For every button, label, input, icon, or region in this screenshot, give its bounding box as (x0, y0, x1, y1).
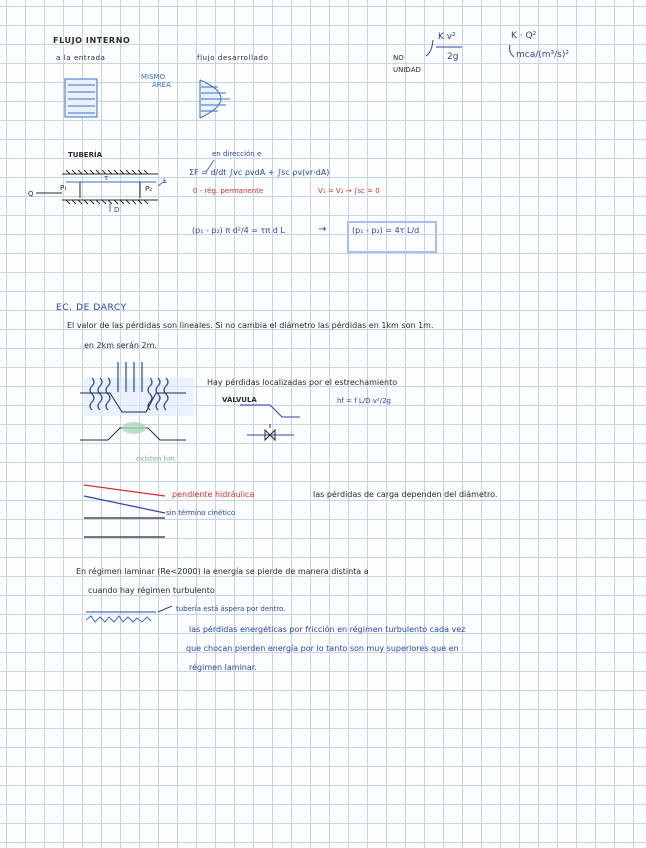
momentum-equation: ΣF = d/dt ∫vc ρvdA + ∫sc ρv(vr·dA) (189, 168, 330, 177)
hydraulic-gradient-sketch (84, 485, 165, 537)
regimen-paragraph-3: régimen laminar. (189, 663, 257, 672)
tuberia-label: TUBERÍA (68, 151, 102, 159)
existen-hm-label: existen hm (136, 455, 175, 463)
permanent-note: 0 - rég. permanente (193, 187, 264, 195)
tau-label: τ (104, 174, 109, 182)
l-label: L (163, 177, 167, 185)
darcy-line-1: El valor de las pérdidas son lineales. Si no cambia el diámetro las pérdidas en 1km son 1m. (67, 321, 434, 330)
kq2-formula: K · Q² (511, 31, 537, 41)
area-label: ÁREA (152, 81, 171, 89)
rough-wall-sketch (86, 606, 172, 622)
unidad-label: UNIDAD (393, 66, 421, 74)
no-label: NO (393, 54, 404, 62)
desarrollado-label: flujo desarrollado (197, 54, 269, 62)
implies-arrow: → (318, 224, 327, 235)
darcy-line-2: en 2km serán 2m. (84, 341, 157, 350)
developed-flow-sketch (200, 80, 230, 118)
entrada-label: a la entrada (56, 54, 106, 62)
darcy-formula: hf = f L/D v²/2g (337, 397, 391, 405)
direction-note: en dirección e (212, 150, 262, 158)
q-label: Q (28, 190, 34, 198)
kv2-numerator: K v² (438, 32, 456, 42)
darcy-title: EC. DE DARCY (56, 303, 127, 313)
localized-losses-text: Hay pérdidas localizadas por el estrechamiento (207, 378, 398, 387)
restriction-sketch (80, 362, 194, 440)
regimen-paragraph-1: las pérdidas energéticas por fricción en régimen turbulento cada vez (189, 625, 466, 634)
p2-label: P₂ (145, 185, 153, 193)
entrance-flow-sketch (65, 79, 97, 117)
d-label: D (114, 206, 120, 214)
page-title: FLUJO INTERNO (53, 36, 131, 45)
force-balance-equation: (p₁ - p₂) π d²/4 = τπ d L (192, 226, 285, 235)
pressure-drop-result: (p₁ - p₂) = 4τ L/d (352, 226, 420, 235)
kv2-denominator: 2g (447, 52, 459, 62)
pipe-sketch (36, 170, 166, 212)
cancel-note: V₁ = V₂ → ∫sc = 0 (318, 187, 380, 195)
result-box (348, 222, 436, 252)
regimen-line-2: cuando hay régimen turbulento (88, 586, 215, 595)
units-label: mca/(m³/s)² (516, 50, 569, 60)
mismo-label: MISMO (141, 73, 166, 81)
rough-pipe-note: tubería está áspera por dentro. (176, 605, 286, 613)
regimen-line-1: En régimen laminar (Re<2000) la energía se pierde de manera distinta a (76, 567, 369, 576)
diameter-dependency-text: las pérdidas de carga dependen del diámetro. (313, 490, 498, 499)
regimen-paragraph-2: que chocan pierden energía por lo tanto son muy superiores que en (186, 644, 459, 653)
sin-termino-label: sin término cinético (166, 509, 236, 517)
valve-sketch (240, 405, 300, 440)
p1-label: P₁ (60, 184, 68, 192)
valvula-label: VÁLVULA (222, 396, 257, 404)
pendiente-label: pendiente hidráulica (172, 490, 255, 499)
